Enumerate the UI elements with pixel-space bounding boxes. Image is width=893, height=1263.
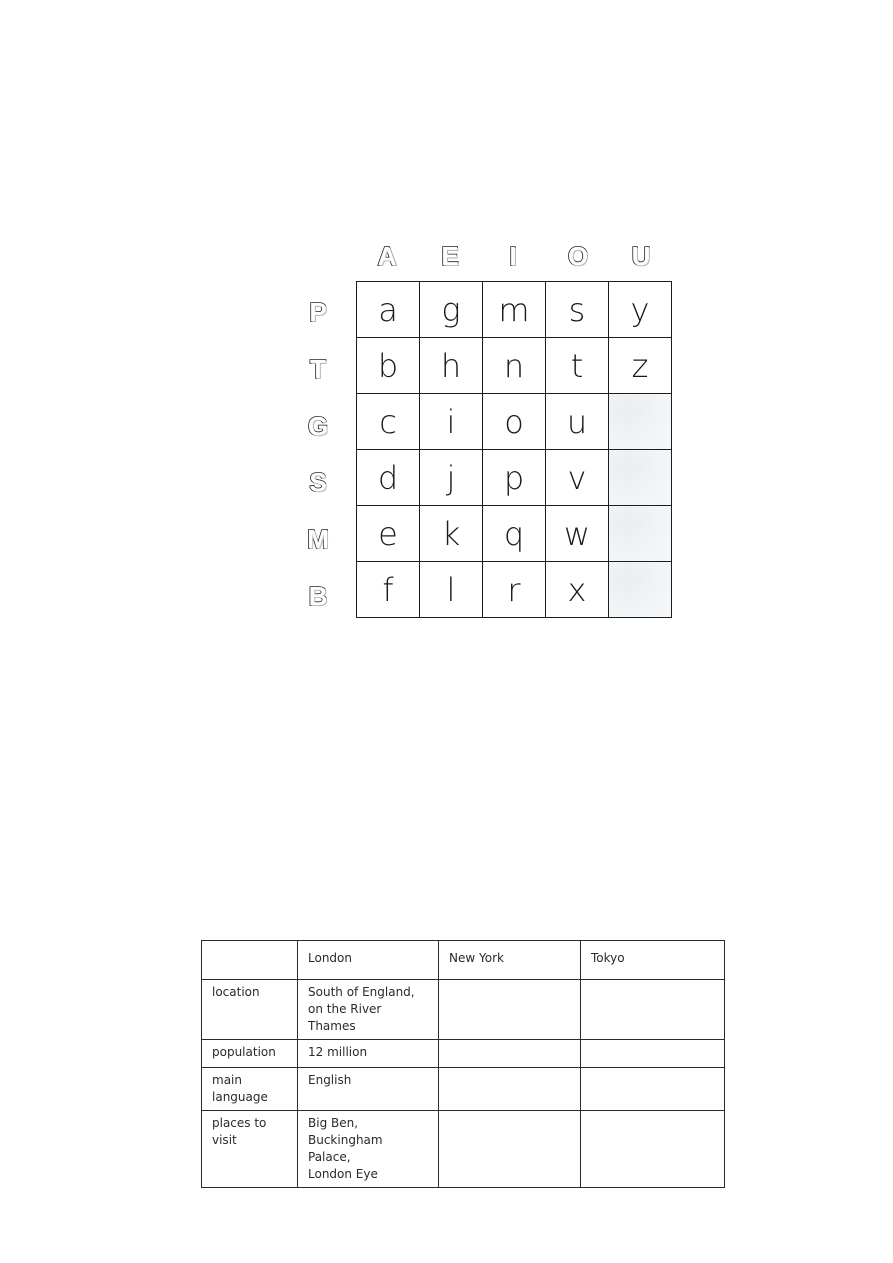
row-header-g: G	[307, 411, 329, 441]
grid-cell: u	[546, 394, 609, 450]
row-header-t: T	[310, 354, 326, 384]
grid-cell: r	[483, 562, 546, 618]
grid-cell: a	[357, 282, 420, 338]
header-cell-blank	[202, 941, 298, 980]
table-row	[202, 1040, 725, 1068]
table-row	[202, 980, 725, 1040]
grid-row-m	[357, 506, 672, 562]
grid-cell: d	[357, 450, 420, 506]
row-label: main language	[202, 1068, 298, 1111]
grid-cell: o	[483, 394, 546, 450]
table-header-row	[202, 941, 725, 980]
row-header-b: B	[308, 581, 328, 611]
grid-cell: k	[420, 506, 483, 562]
grid-row-p	[357, 282, 672, 338]
grid-cell: w	[546, 506, 609, 562]
letter-grid	[356, 281, 672, 618]
new-york-cell	[439, 980, 581, 1040]
grid-cell: n	[483, 338, 546, 394]
cell-text: on the River Thames	[308, 1002, 382, 1033]
tokyo-cell	[581, 1068, 725, 1111]
table-row	[202, 1111, 725, 1188]
grid-cell: h	[420, 338, 483, 394]
tokyo-cell	[581, 1111, 725, 1188]
grid-cell: y	[609, 282, 672, 338]
cell-text: Big Ben,	[308, 1116, 359, 1130]
row-label: population	[202, 1040, 298, 1068]
grid-row-g	[357, 394, 672, 450]
cell-text: London Eye	[308, 1167, 378, 1181]
grid-cell: s	[546, 282, 609, 338]
grid-cell: j	[420, 450, 483, 506]
tokyo-cell	[581, 1040, 725, 1068]
london-cell	[298, 1068, 439, 1111]
grid-cell: m	[483, 282, 546, 338]
row-label: location	[202, 980, 298, 1040]
london-cell	[298, 980, 439, 1040]
cell-text: English	[308, 1073, 352, 1087]
grid-cell: c	[357, 394, 420, 450]
grid-cell-empty	[609, 506, 672, 562]
grid-cell: q	[483, 506, 546, 562]
grid-cell: b	[357, 338, 420, 394]
grid-cell-empty	[609, 450, 672, 506]
header-cell-london: London	[298, 941, 439, 980]
cell-text: 12 million	[308, 1045, 368, 1059]
column-header-o: O	[567, 241, 589, 271]
new-york-cell	[439, 1111, 581, 1188]
table-row	[202, 1068, 725, 1111]
grid-cell: g	[420, 282, 483, 338]
row-label: places to visit	[202, 1111, 298, 1188]
cell-text: South of England,	[308, 985, 415, 999]
grid-cell: i	[420, 394, 483, 450]
row-header-p: P	[309, 297, 327, 327]
header-cell-tokyo: Tokyo	[581, 941, 725, 980]
column-header-e: E	[441, 241, 459, 271]
new-york-cell	[439, 1068, 581, 1111]
grid-cell: e	[357, 506, 420, 562]
header-cell-new-york: New York	[439, 941, 581, 980]
grid-cell-empty	[609, 394, 672, 450]
tokyo-cell	[581, 980, 725, 1040]
grid-cell: p	[483, 450, 546, 506]
grid-cell-empty	[609, 562, 672, 618]
grid-cell: l	[420, 562, 483, 618]
row-header-s: S	[309, 467, 327, 497]
grid-cell: f	[357, 562, 420, 618]
row-header-m: M	[307, 524, 329, 554]
column-header-u: U	[631, 241, 651, 271]
grid-cell: z	[609, 338, 672, 394]
grid-row-b	[357, 562, 672, 618]
grid-cell: v	[546, 450, 609, 506]
new-york-cell	[439, 1040, 581, 1068]
grid-row-t	[357, 338, 672, 394]
column-header-a: A	[377, 241, 397, 271]
london-cell	[298, 1040, 439, 1068]
grid-row-s	[357, 450, 672, 506]
cell-text: Buckingham Palace,	[308, 1133, 383, 1164]
column-header-i: I	[509, 241, 517, 271]
grid-cell: t	[546, 338, 609, 394]
london-cell	[298, 1111, 439, 1188]
grid-cell: x	[546, 562, 609, 618]
city-comparison-table	[201, 940, 725, 1188]
